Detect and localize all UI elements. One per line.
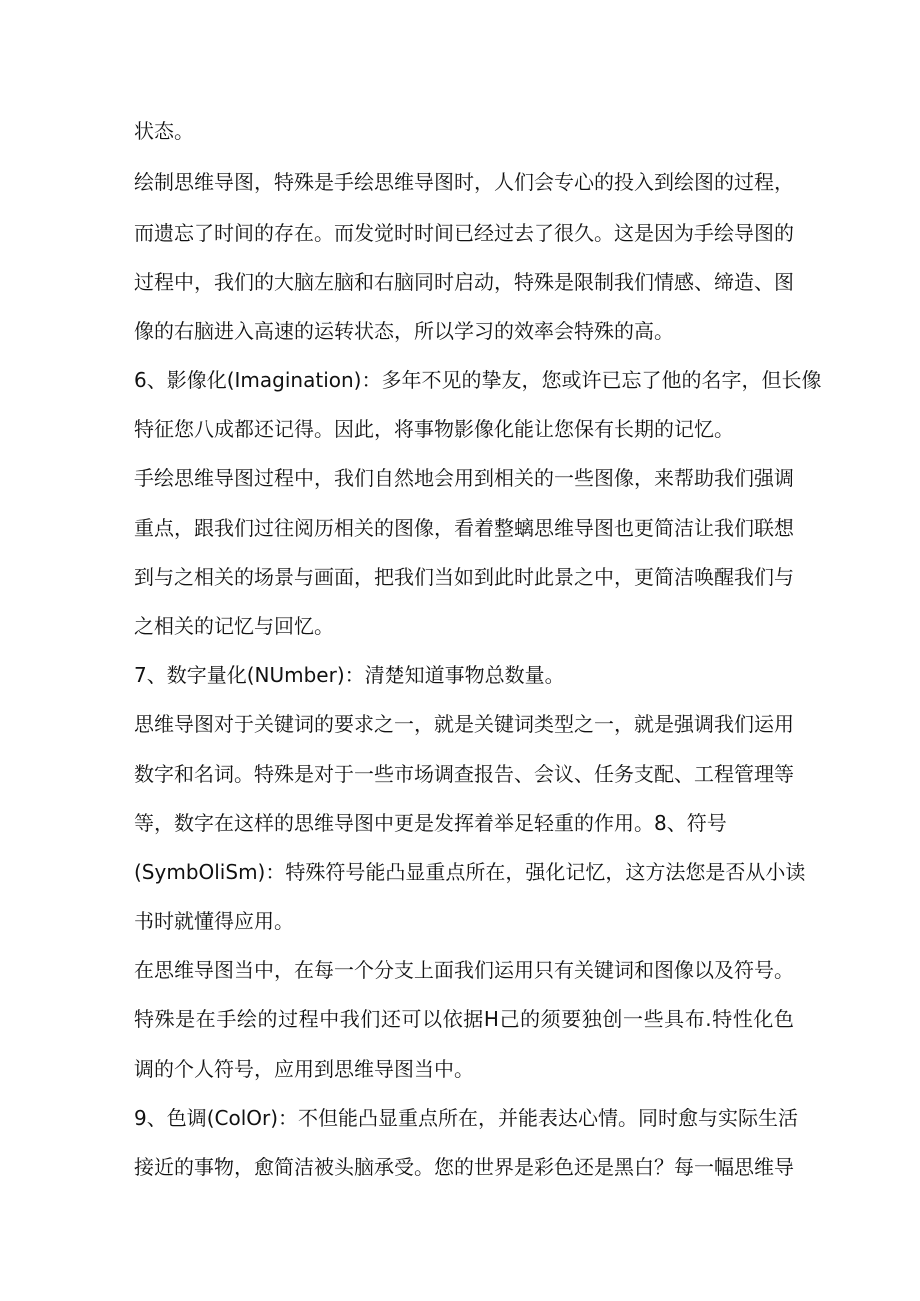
text-line: 重点，跟我们过往阅历相关的图像，看着整螭思维导图也更简洁让我们联想 [134, 516, 794, 540]
text-line: 接近的事物，愈简洁被头脑承受。您的世界是彩色还是黑白？每一幅思维导 [134, 1155, 794, 1179]
section-heading-symbolism: (SymbOliSm)：特殊符号能凸显重点所在，强化记忆，这方法您是否从小读 [134, 860, 806, 884]
text-line: 等，数字在这样的思维导图中更是发挥着举足轻重的作用。8、符号 [134, 811, 727, 835]
text-line: 之相关的记忆与回忆。 [134, 614, 334, 638]
text-line: 手绘思维导图过程中，我们自然地会用到相关的一些图像，来帮助我们强调 [134, 466, 794, 490]
text-line: 特征您八成都还记得。因此，将事物影像化能让您保有长期的记忆。 [134, 417, 734, 441]
text-line: 而遗忘了时间的存在。而发觉时时间已经过去了很久。这是因为手绘导图的 [134, 221, 794, 245]
section-heading-color: 9、色调(ColOr)：不但能凸显重点所在，并能表达心情。同时愈与实际生活 [134, 1106, 799, 1130]
text-line: 在思维导图当中，在每一个分支上面我们运用只有关键词和图像以及符号。 [134, 958, 794, 982]
text-line: 调的个人符号，应用到思维导图当中。 [134, 1057, 474, 1081]
text-line: 过程中，我们的大脑左脑和右脑同时启动，特殊是限制我们情感、缔造、图 [134, 270, 794, 294]
text-line: 特殊是在手绘的过程中我们还可以依据H己的须要独创一些具布.特性化色 [134, 1007, 794, 1031]
text-line: 书时就懂得应用。 [134, 909, 294, 933]
text-line: 思维导图对于关键词的要求之一，就是关键词类型之一，就是强调我们运用 [134, 712, 794, 736]
text-line: 像的右脑进入高速的运转状态，所以学习的效率会特殊的高。 [134, 319, 674, 343]
text-line: 绘制思维导图，特殊是手绘思维导图时，人们会专心的投入到绘图的过程， [134, 170, 794, 194]
section-heading-imagination: 6、影像化(Imagination)：多年不见的挚友，您或许已忘了他的名字，但长像 [134, 368, 822, 392]
section-heading-number: 7、数字量化(NUmber)：清楚知道事物总数量。 [134, 663, 565, 687]
text-line: 到与之相关的场景与画面，把我们当如到此时此景之中，更简洁唤醒我们与 [134, 565, 794, 589]
text-line: 数字和名词。特殊是对于一些市场调查报告、会议、任务支配、工程管理等 [134, 762, 794, 786]
text-line: 状态。 [134, 119, 194, 143]
